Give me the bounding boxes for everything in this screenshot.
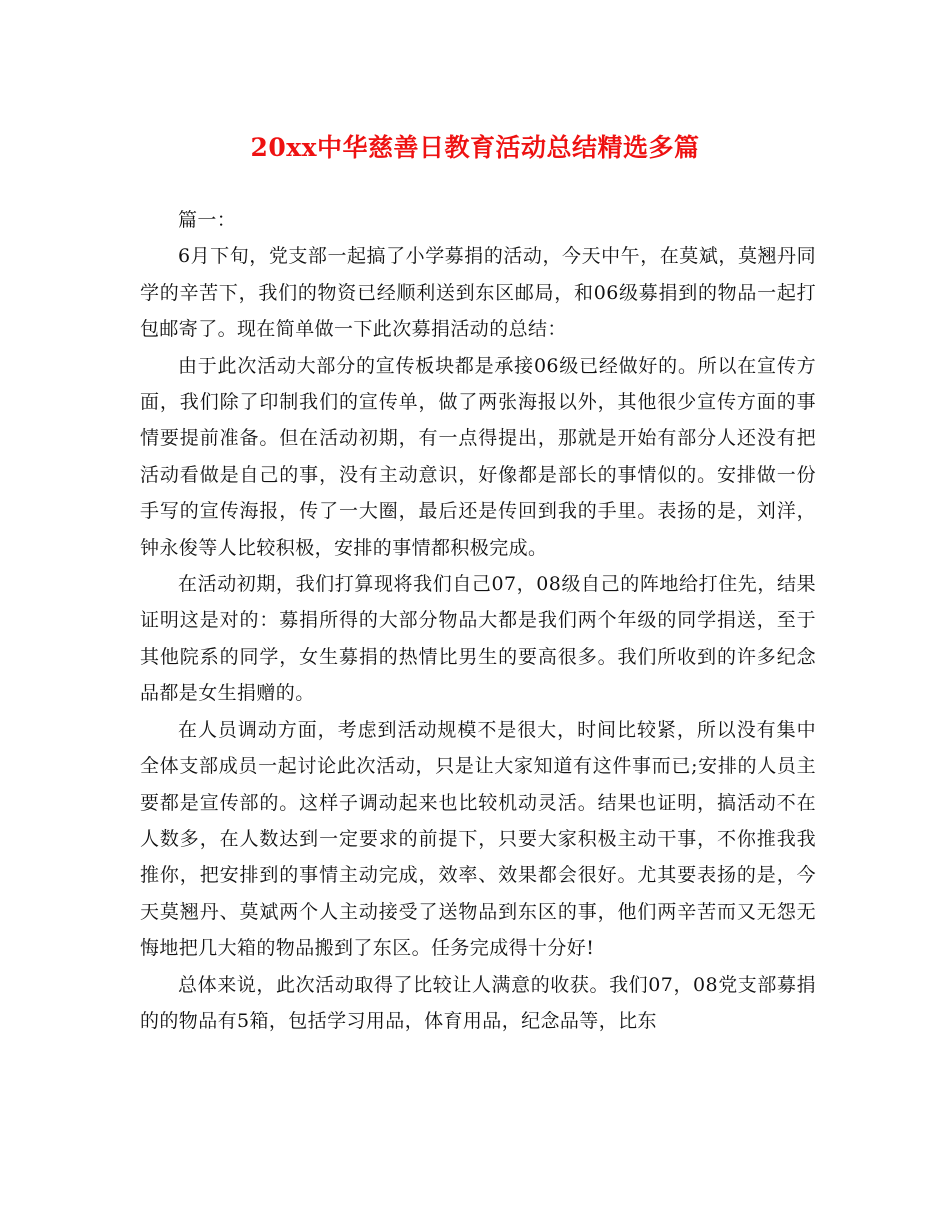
paragraph-3: 在活动初期，我们打算现将我们自己07，08级自己的阵地给打住先，结果证明这是对的：募捐所得的大部分物品大都是我们两个年级的同学捐送，至于其他院系的同学，女生募捐的热情比男生的要高很多。我们所收到的许多纪念品都是女生捐赠的。 [140,573,816,705]
section-heading: 篇一： [178,209,237,231]
paragraph-4: 在人员调动方面，考虑到活动规模不是很大，时间比较紧，所以没有集中全体支部成员一起讨论此次活动，只是让大家知道有这件事而已;安排的人员主要都是宣传部的。这样子调动起来也比较机动灵活。结果也证明，搞活动不在人数多，在人数达到一定要求的前提下，只要大家积极主动干事，不你推我我推你，把安排到的事情主动完成，效率、效果都会很好。尤其要表扬的是，今天莫翘丹、莫斌两个人主动接受了送物品到东区的事，他们两辛苦而又无怨无悔地把几大箱的物品搬到了东区。任务完成得十分好! [140,718,816,960]
document-body [140,202,816,1039]
paragraph-5: 总体来说，此次活动取得了比较让人满意的收获。我们07，08党支部募捐的的物品有5箱，包括学习用品，体育用品，纪念品等，比东 [140,973,816,1032]
document-title: 20xx中华慈善日教育活动总结精选多篇 [250,133,700,162]
paragraph-2: 由于此次活动大部分的宣传板块都是承接06级已经做好的。所以在宣传方面，我们除了印制我们的宣传单，做了两张海报以外，其他很少宣传方面的事情要提前准备。但在活动初期，有一点得提出，那就是开始有部分人还没有把活动看做是自己的事，没有主动意识，好像都是部长的事情似的。安排做一份手写的宣传海报，传了一大圈，最后还是传回到我的手里。表扬的是，刘洋，钟永俊等人比较积极，安排的事情都积极完成。 [140,354,816,559]
paragraph-1: 6月下旬，党支部一起搞了小学募捐的活动，今天中午，在莫斌，莫翘丹同学的辛苦下，我们的物资已经顺利送到东区邮局，和06级募捐到的物品一起打包邮寄了。现在简单做一下此次募捐活动的总结： [140,245,816,341]
